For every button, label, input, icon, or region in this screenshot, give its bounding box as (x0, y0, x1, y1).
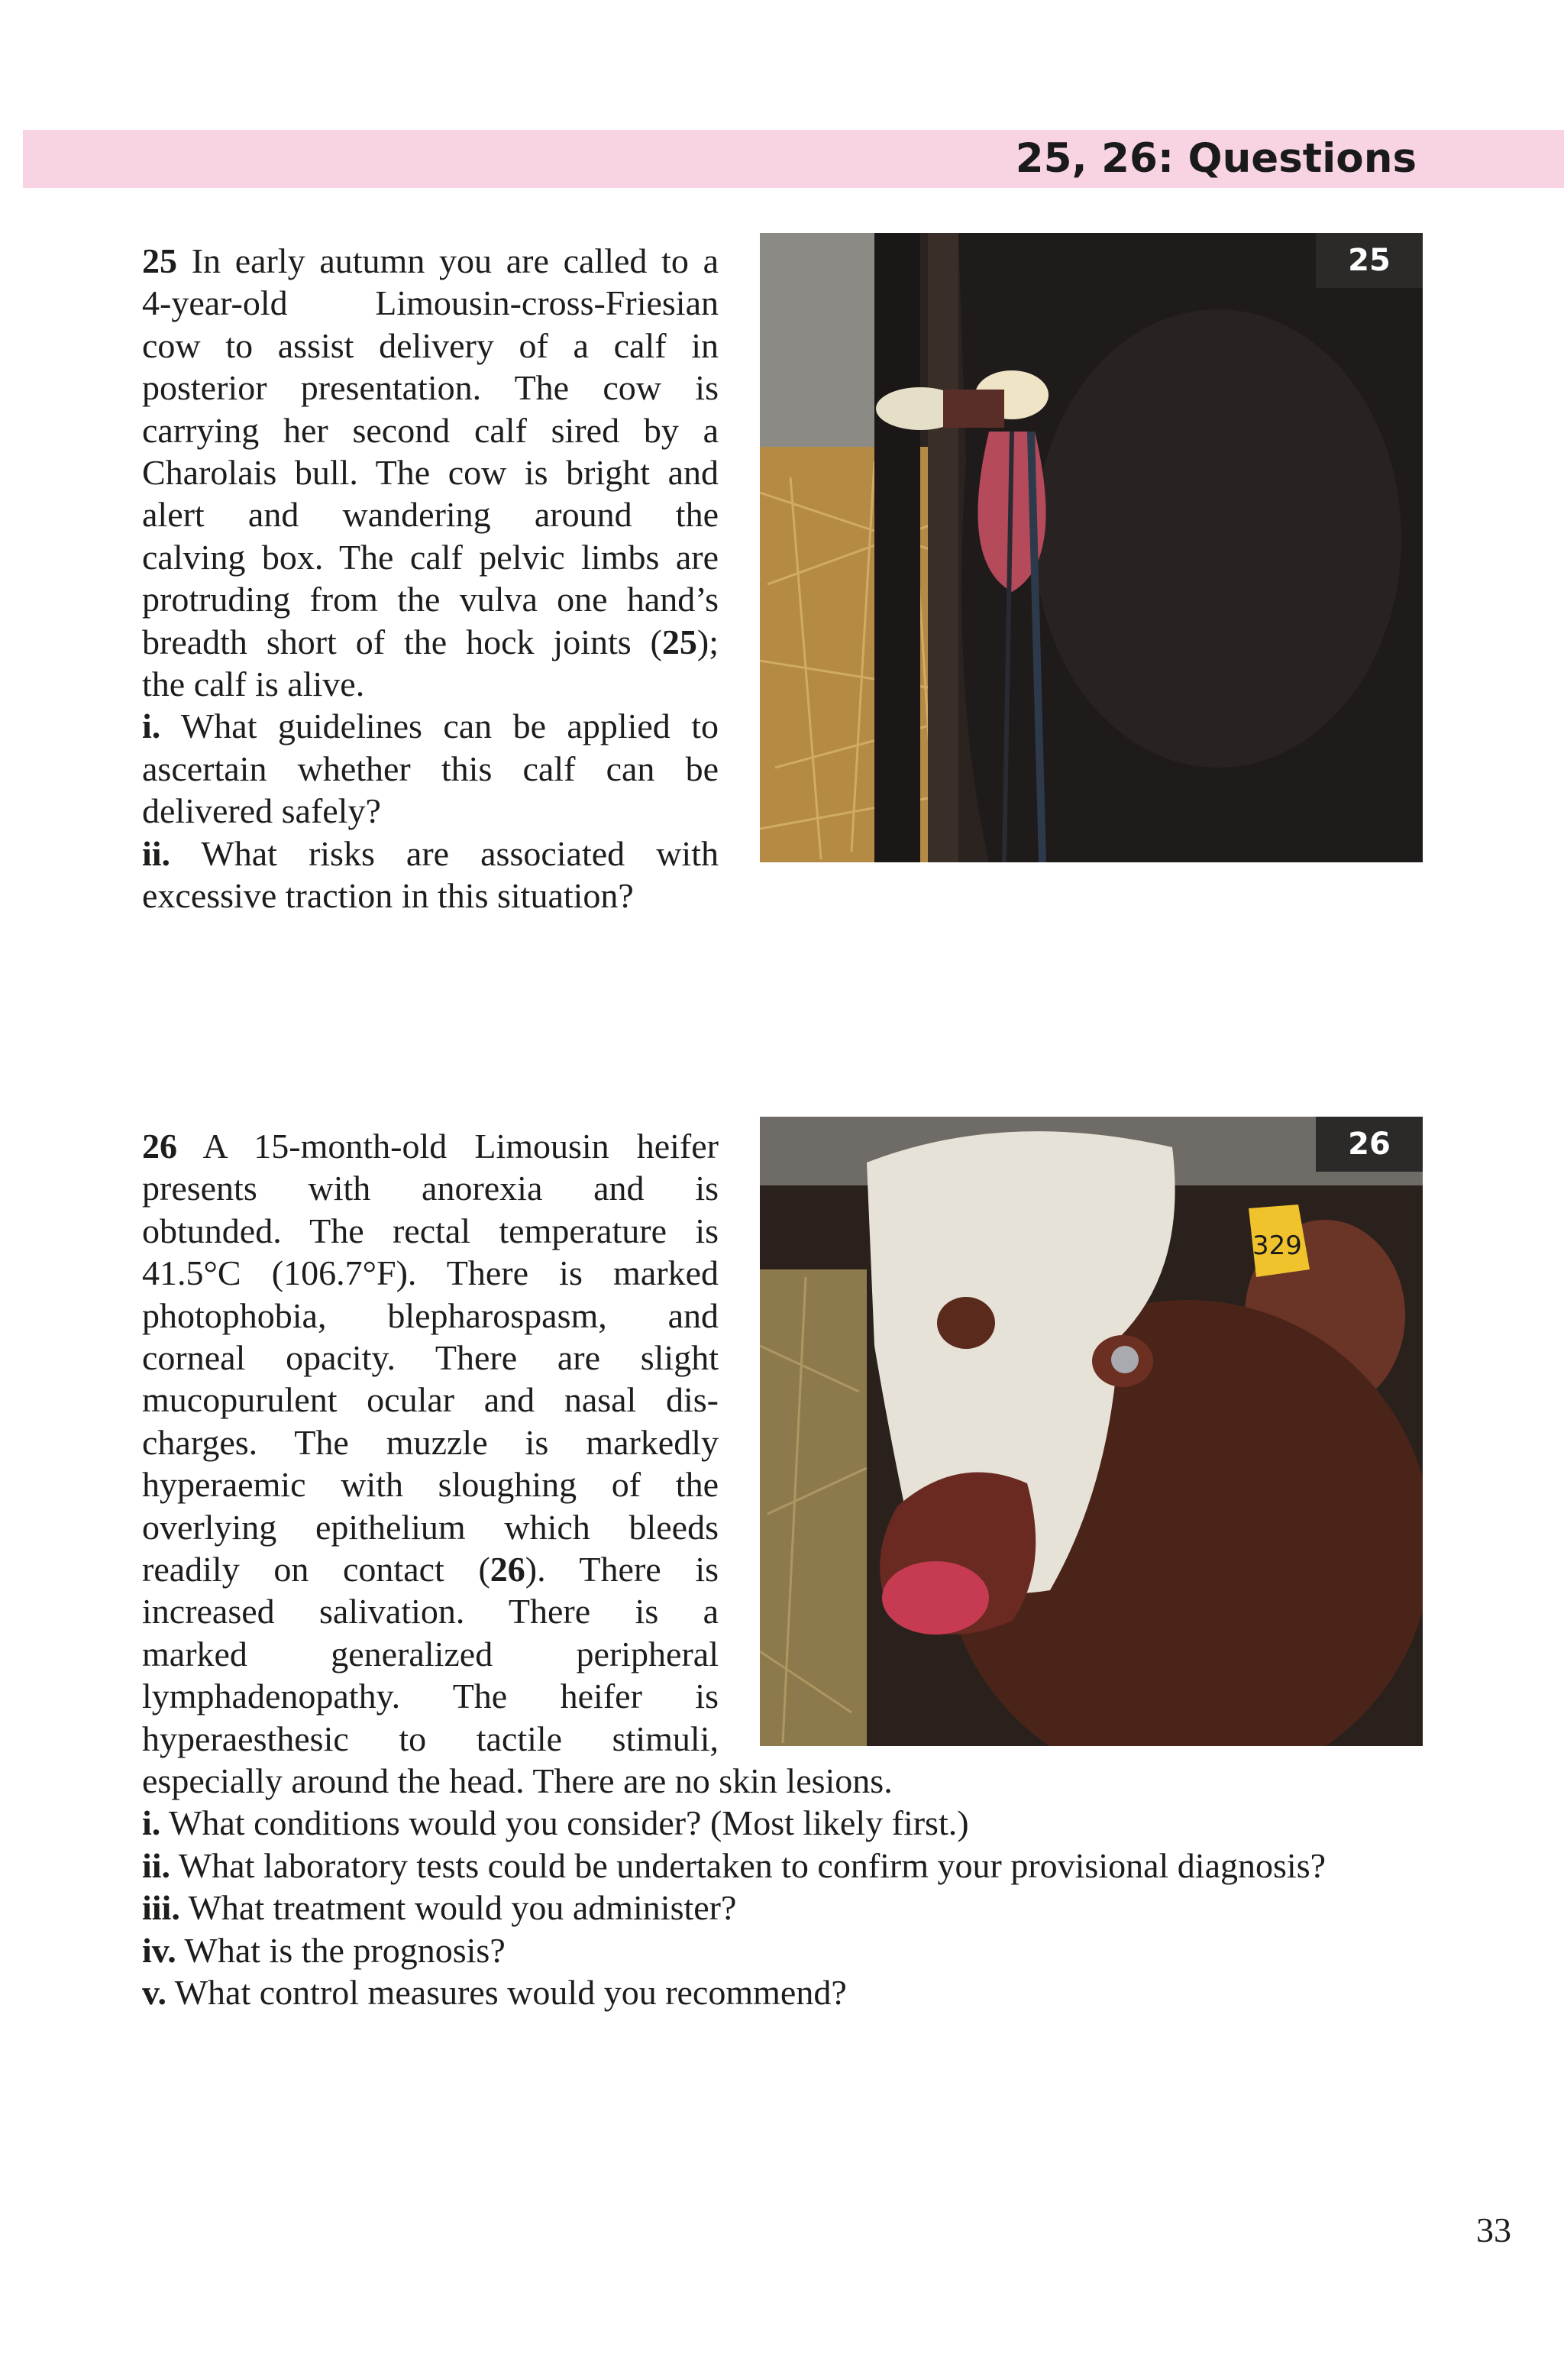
question-25-text (142, 240, 719, 917)
sub-question: i. What guidelines can be applied to (142, 707, 719, 746)
sub-question: ii. What laboratory tests could be undertaken to confirm your provisional diagnosis? (142, 1845, 1326, 1885)
text-line: posterior presentation. The cow is (142, 368, 719, 408)
text-line: mucopurulent ocular and nasal dis- (142, 1380, 719, 1420)
text-line: alert and wandering around the (142, 495, 719, 535)
text-line: presents with anorexia and is (142, 1169, 719, 1208)
question-26-continuation (142, 1760, 1326, 2013)
question-number: 25 (142, 241, 177, 280)
sub-question: iii. What treatment would you administer? (142, 1888, 737, 1928)
text-line: increased salivation. There is a (142, 1592, 719, 1631)
sub-question: iv. What is the prognosis? (142, 1930, 506, 1970)
text-line: the calf is alive. (142, 665, 365, 704)
text-line: protruding from the vulva one hand’s (142, 580, 719, 619)
text-line: excessive traction in this situation? (142, 876, 634, 916)
sub-question: i. What conditions would you consider? (Most likely first.) (142, 1803, 969, 1843)
figure-label: 25 (1316, 233, 1423, 288)
text-line: corneal opacity. There are slight (142, 1338, 719, 1378)
text-line: cow to assist delivery of a calf in (142, 325, 719, 365)
text-line: especially around the head. There are no skin lesions. (142, 1761, 893, 1800)
figure-label: 26 (1316, 1117, 1423, 1172)
text-line: ascertain whether this calf can be (142, 749, 719, 788)
text-line: lymphadenopathy. The heifer is (142, 1677, 719, 1716)
text-line: photophobia, blepharospasm, and (142, 1295, 719, 1335)
text-line: hyperaesthesic to tactile stimuli, (142, 1719, 719, 1758)
text-line: marked generalized peripheral (142, 1634, 719, 1673)
question-number: 26 (142, 1127, 177, 1166)
text-line: delivered safely? (142, 791, 381, 831)
figure-reference: 26 (490, 1550, 525, 1589)
sub-question: ii. What risks are associated with (142, 833, 719, 873)
ear-tag: 329 (1252, 1230, 1302, 1261)
question-26-text (142, 1125, 719, 1760)
sub-question: v. What control measures would you recommend? (142, 1973, 847, 2013)
text-line: overlying epithelium which bleeds (142, 1507, 719, 1547)
calving-illustration (760, 233, 1423, 862)
figure-26-photo (760, 1117, 1423, 1746)
text-line: calving box. The calf pelvic limbs are (142, 537, 719, 577)
text-line: Charolais bull. The cow is bright and (142, 453, 719, 493)
page-number: 33 (1476, 2210, 1511, 2249)
text-line: 25 In early autumn you are called to a (142, 241, 719, 280)
text-line: obtunded. The rectal temperature is (142, 1211, 719, 1250)
text-line: 41.5°C (106.7°F). There is marked (142, 1253, 719, 1293)
text-line: readily on contact (26). There is (142, 1550, 719, 1589)
text-line: 4-year-old Limousin-cross-Friesian (142, 283, 719, 323)
text-line: hyperaemic with sloughing of the (142, 1465, 719, 1505)
text-line: 26 A 15-month-old Limousin heifer (142, 1127, 719, 1166)
page-title: 25, 26: Questions (1015, 135, 1417, 182)
figure-25-photo (760, 233, 1423, 862)
text-line: charges. The muzzle is markedly (142, 1422, 719, 1462)
figure-reference: 25 (661, 622, 697, 661)
heifer-illustration (760, 1117, 1423, 1746)
text-line: breadth short of the hock joints (25); (142, 622, 719, 661)
text-line: carrying her second calf sired by a (142, 410, 719, 450)
